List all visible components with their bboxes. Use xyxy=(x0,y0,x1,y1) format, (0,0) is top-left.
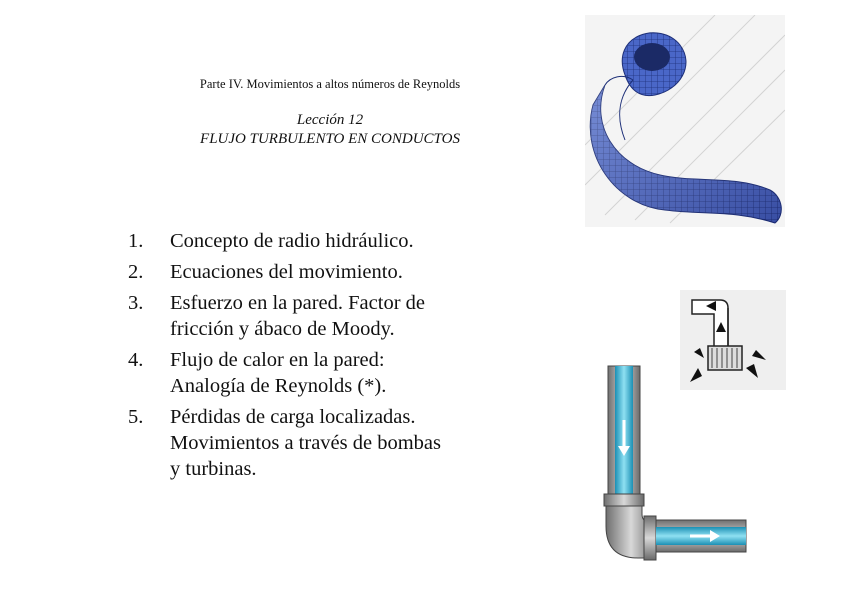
list-item-number: 5. xyxy=(128,406,144,428)
bent-duct-mesh-illustration xyxy=(585,15,785,227)
list-item-number: 4. xyxy=(128,349,144,371)
list-item-text xyxy=(170,347,508,399)
list-item-text xyxy=(170,228,508,254)
list-item-line: Esfuerzo en la pared. Factor de xyxy=(170,292,425,314)
list-item-line: Analogía de Reynolds (*). xyxy=(170,375,387,397)
list-item xyxy=(128,347,508,399)
topic-list xyxy=(128,228,508,487)
list-item-line: y turbinas. xyxy=(170,458,257,480)
list-item xyxy=(128,290,508,342)
pipe-elbow-icon xyxy=(598,362,748,570)
list-item-text xyxy=(170,290,508,342)
list-item-number: 3. xyxy=(128,292,144,314)
lesson-title: FLUJO TURBULENTO EN CONDUCTOS xyxy=(200,131,460,147)
list-item-line: Ecuaciones del movimiento. xyxy=(170,261,403,283)
pipe-elbow-illustration xyxy=(598,362,748,570)
list-item-text xyxy=(170,259,508,285)
list-item-line: Concepto de radio hidráulico. xyxy=(170,230,414,252)
lesson-number: Lección 12 xyxy=(296,112,364,128)
list-item-text xyxy=(170,404,508,482)
bent-duct-mesh-icon xyxy=(585,15,785,227)
list-item-line: fricción y ábaco de Moody. xyxy=(170,318,395,340)
list-item-line: Pérdidas de carga localizadas. xyxy=(170,406,416,428)
part-title: Parte IV. Movimientos a altos números de Reynolds xyxy=(199,77,461,91)
list-item xyxy=(128,228,508,254)
list-item-number: 2. xyxy=(128,261,144,283)
list-item xyxy=(128,259,508,285)
list-item-number: 1. xyxy=(128,230,144,252)
list-item xyxy=(128,404,508,482)
list-item-line: Movimientos a través de bombas xyxy=(170,432,442,454)
list-item-line: Flujo de calor en la pared: xyxy=(170,349,385,371)
